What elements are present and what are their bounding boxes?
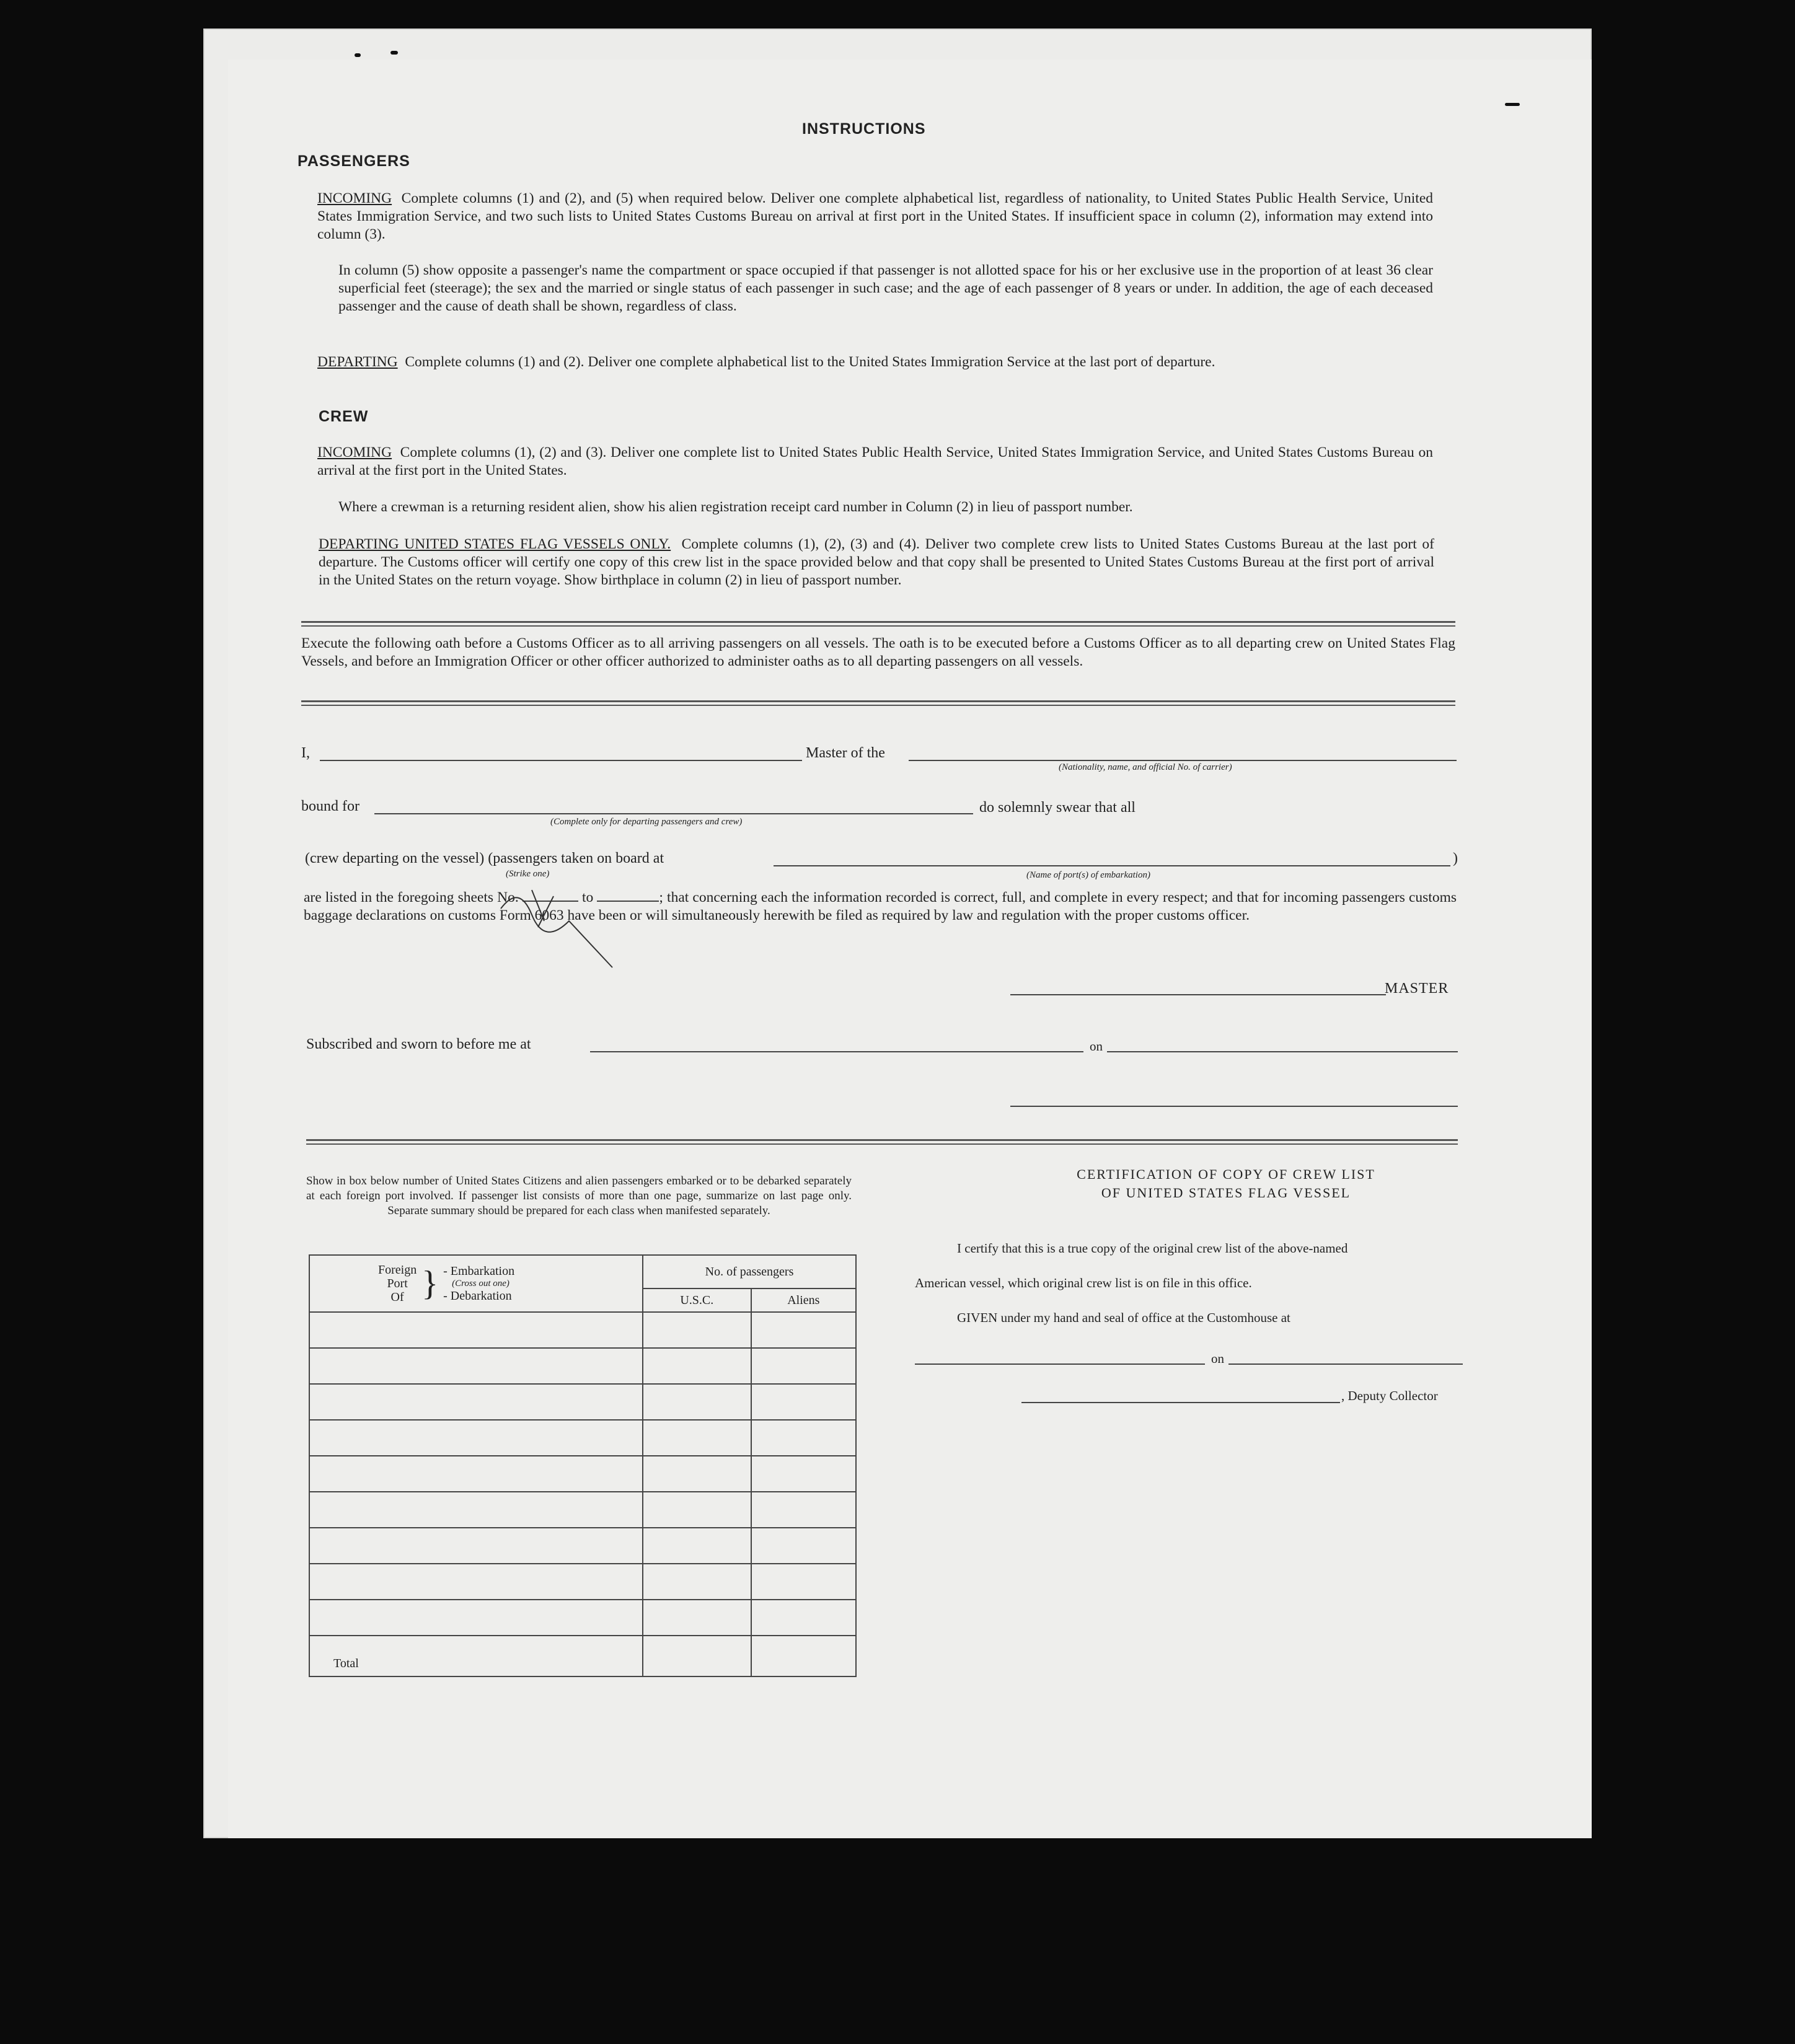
total-row [309, 1636, 856, 1676]
port-cell[interactable] [309, 1492, 643, 1528]
deputy-collector-label: , Deputy Collector [1341, 1388, 1438, 1403]
to-word: to [581, 889, 594, 905]
oath-i-label: I, [301, 745, 310, 761]
usc-total-cell[interactable] [643, 1636, 751, 1676]
incoming-label: INCOMING [317, 190, 392, 206]
usc-header: U.S.C. [643, 1289, 751, 1312]
usc-cell[interactable] [643, 1420, 751, 1456]
carrier-caption: (Nationality, name, and official No. of carrier) [1059, 762, 1232, 772]
given-line: GIVEN under my hand and seal of office at the Customhouse at [957, 1310, 1290, 1325]
usc-cell[interactable] [643, 1348, 751, 1384]
crew-heading: CREW [319, 408, 369, 425]
port-cell[interactable] [309, 1312, 643, 1348]
passengers-incoming-text: Complete columns (1) and (2), and (5) when required below. Deliver one complete alphabetical list, regardless of nationality, to United States Public Health Service, United States Immigration Service, and two such lists to United States Customs Bureau on arrival at first port in the United States. If insufficient space in column (2), information may extend into column (3). [317, 190, 1433, 242]
section-divider [306, 1139, 1458, 1145]
aliens-total-cell[interactable] [751, 1636, 856, 1676]
master-of-the-label: Master of the [806, 745, 885, 761]
officer-signature-field[interactable] [1010, 1106, 1458, 1107]
passengers-incoming-paragraph [317, 190, 1433, 244]
aliens-cell[interactable] [751, 1564, 856, 1600]
departing-flag-paragraph [319, 535, 1434, 589]
table-row [309, 1312, 856, 1348]
port-cell[interactable] [309, 1348, 643, 1384]
master-label: MASTER [1385, 980, 1449, 997]
table-row [309, 1564, 856, 1600]
foreign-port-header [309, 1255, 643, 1312]
subscribed-place-field[interactable] [590, 1051, 1083, 1052]
port-cell[interactable] [309, 1600, 643, 1636]
port-cell[interactable] [309, 1420, 643, 1456]
aliens-cell[interactable] [751, 1600, 856, 1636]
instructions-title: INSTRUCTIONS [802, 120, 926, 138]
aliens-cell[interactable] [751, 1420, 856, 1456]
table-row [309, 1384, 856, 1420]
section-divider [301, 621, 1455, 627]
crew-departing-label: (crew departing on the vessel) (passengers taken on board at [305, 850, 664, 866]
no-passengers-header: No. of passengers [643, 1255, 856, 1289]
table-row [309, 1492, 856, 1528]
subscribed-label: Subscribed and sworn to before me at [306, 1036, 531, 1052]
ports-caption: (Name of port(s) of embarkation) [1026, 870, 1150, 880]
bound-for-caption: (Complete only for departing passengers and crew) [550, 817, 743, 827]
debarkation-label: - Debarkation [443, 1289, 512, 1303]
crew-incoming-label: INCOMING [317, 444, 392, 460]
column5-paragraph: In column (5) show opposite a passenger's name the compartment or space occupied if that passenger is not allotted space for his or her exclusive use in the proportion of at least 36 clear superficial feet (steerage); the sex and the married or single status of each passenger in such case; and the age of each passenger of 8 years or under. In addition, the age of each deceased passenger and the cause of death shall be shown, regardless of class. [338, 262, 1433, 314]
table-row [309, 1348, 856, 1384]
passengers-departing-paragraph [317, 353, 1433, 371]
carrier-field[interactable] [909, 760, 1457, 761]
aliens-cell[interactable] [751, 1384, 856, 1420]
subscribed-on-word: on [1090, 1039, 1103, 1054]
master-name-field[interactable] [320, 760, 802, 761]
document-sheet [228, 59, 1592, 1838]
crewman-paragraph: Where a crewman is a returning resident alien, show his alien registration receipt card number in Column (2) in lieu of passport number. [338, 499, 1133, 515]
close-paren: ) [1453, 850, 1458, 866]
port-cell[interactable] [309, 1456, 643, 1492]
passengers-departing-text: Complete columns (1) and (2). Deliver one complete alphabetical list to the United States Immigration Service at the last port of departure. [405, 354, 1215, 370]
aliens-cell[interactable] [751, 1312, 856, 1348]
concerning-text: ; that concerning each the information recorded is correct, full, and complete in every respect; and that for incoming passengers customs baggage declarations on customs Form 6063 have been or will simultaneously herewith be filed as required by law and regulation with the proper customs officer. [304, 889, 1457, 923]
embarkation-label: - Embarkation [443, 1264, 515, 1278]
passengers-heading: PASSENGERS [298, 152, 410, 170]
table-row [309, 1600, 856, 1636]
cross-out-label: (Cross out one) [452, 1279, 509, 1289]
port-cell[interactable] [309, 1564, 643, 1600]
table-row [309, 1528, 856, 1564]
solemnly-swear-label: do solemnly swear that all [979, 800, 1136, 816]
scan-speck [1505, 103, 1520, 106]
bound-for-label: bound for [301, 798, 359, 814]
crew-incoming-text: Complete columns (1), (2) and (3). Deliver one complete list to United States Public Health Service, United States Immigration Service, and United States Customs Bureau on arrival at the first port in the United States. [317, 444, 1433, 478]
certify-line1: I certify that this is a true copy of the original crew list of the above-named [957, 1241, 1348, 1256]
usc-cell[interactable] [643, 1384, 751, 1420]
crew-incoming-paragraph [317, 444, 1433, 480]
customhouse-field[interactable] [915, 1363, 1205, 1365]
of-label: Of [390, 1290, 404, 1304]
usc-cell[interactable] [643, 1600, 751, 1636]
usc-cell[interactable] [643, 1456, 751, 1492]
cert-on-word: on [1211, 1351, 1224, 1366]
usc-cell[interactable] [643, 1492, 751, 1528]
departing-flag-label: DEPARTING UNITED STATES FLAG VESSELS ONLY. [319, 536, 671, 552]
strike-one-caption: (Strike one) [506, 869, 550, 879]
oath-instruction: Execute the following oath before a Customs Officer as to all arriving passengers on all vessels. The oath is to be executed before a Customs Officer as to all departing crew on United States Flag Vessels, and before an Immigration Officer or other officer authorized to administer oaths as to all departing passengers on all vessels. [301, 635, 1455, 669]
aliens-cell[interactable] [751, 1528, 856, 1564]
table-row [309, 1456, 856, 1492]
certification-title-line2: OF UNITED STATES FLAG VESSEL [1101, 1185, 1351, 1200]
usc-cell[interactable] [643, 1312, 751, 1348]
scan-speck [390, 51, 398, 55]
subscribed-date-field[interactable] [1107, 1051, 1458, 1052]
usc-cell[interactable] [643, 1564, 751, 1600]
aliens-cell[interactable] [751, 1492, 856, 1528]
certification-title [972, 1165, 1480, 1202]
deputy-signature-field[interactable] [1021, 1402, 1340, 1403]
bound-for-field[interactable] [374, 813, 973, 814]
listed-text: are listed in the foregoing sheets No. [304, 889, 519, 905]
scan-speck [355, 53, 361, 57]
departing-label: DEPARTING [317, 354, 398, 370]
pencil-scribble [495, 884, 619, 971]
passenger-summary-table [309, 1254, 857, 1677]
ports-field[interactable] [774, 865, 1450, 866]
port-cell[interactable] [309, 1528, 643, 1564]
certify-line2: American vessel, which original crew list is on file in this office. [915, 1275, 1252, 1290]
foreign-label: Foreign [378, 1263, 417, 1277]
usc-cell[interactable] [643, 1528, 751, 1564]
departing-flag-text: Complete columns (1), (2), (3) and (4). Deliver two complete crew lists to United States Customs Bureau at the last port of departure. The Customs officer will certify one copy of this crew list in the space provided below and that copy shall be presented to United States Customs Bureau at the first port of arrival in the United States on the return voyage. Show birthplace in column (2) in lieu of passport number. [319, 536, 1435, 588]
total-label: Total [309, 1636, 643, 1676]
cert-date-field[interactable] [1228, 1363, 1463, 1365]
listed-paragraph [304, 889, 1457, 925]
port-label: Port [387, 1277, 408, 1290]
certification-title-line1: CERTIFICATION OF COPY OF CREW LIST [1077, 1166, 1375, 1182]
master-signature-field[interactable] [1010, 994, 1386, 995]
aliens-cell[interactable] [751, 1348, 856, 1384]
table-row [309, 1420, 856, 1456]
brace-glyph: } [421, 1264, 439, 1303]
summary-instruction: Show in box below number of United States Citizens and alien passengers embarked or to be debarked separately at each foreign port involved. If passenger list consists of more than one page, summarize on last page only. Separate summary should be prepared for each class when manifested separately. [306, 1174, 852, 1217]
section-divider [301, 700, 1455, 706]
port-cell[interactable] [309, 1384, 643, 1420]
aliens-header: Aliens [751, 1289, 856, 1312]
aliens-cell[interactable] [751, 1456, 856, 1492]
